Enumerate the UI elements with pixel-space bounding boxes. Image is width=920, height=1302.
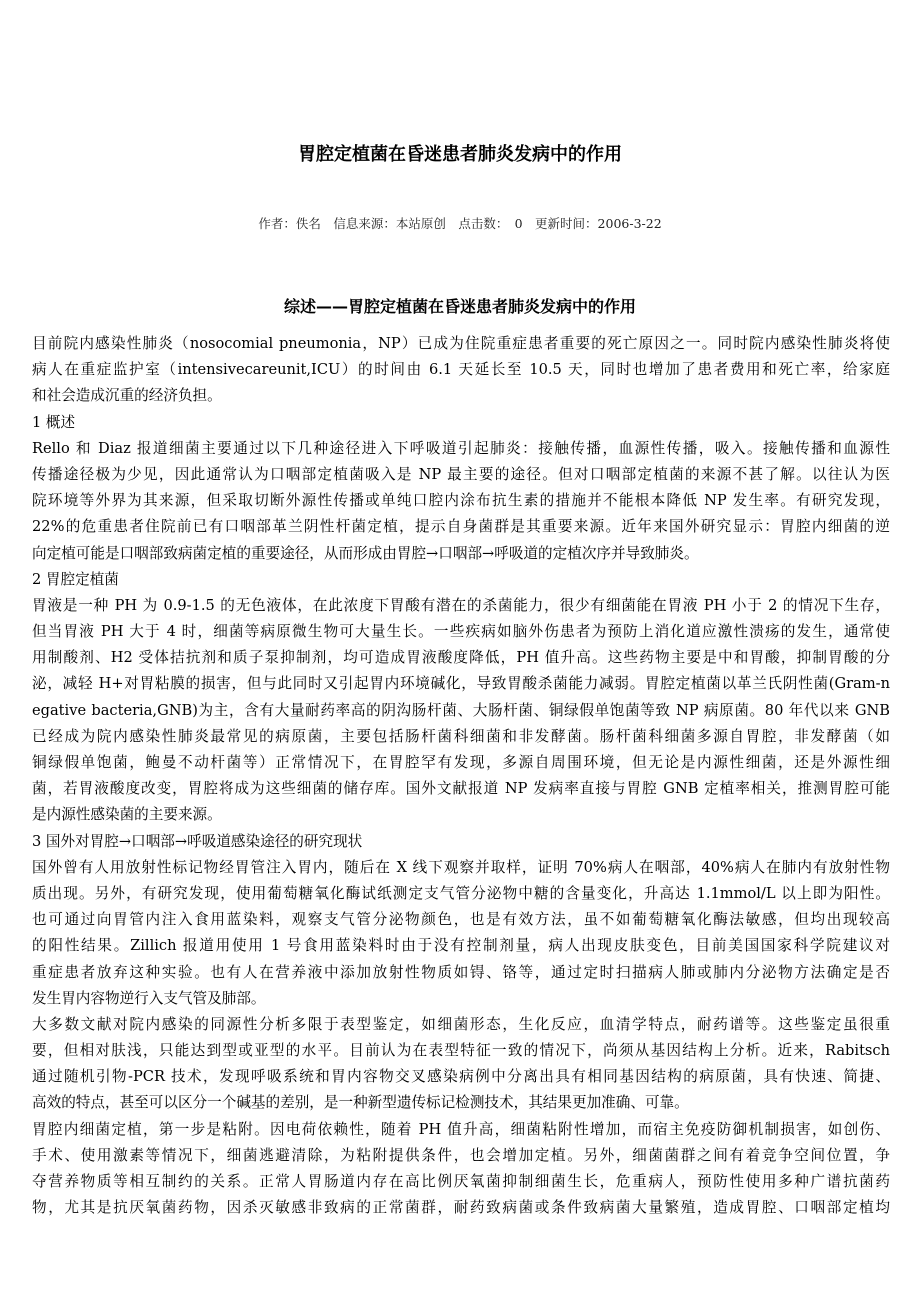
paragraph — [32, 829, 890, 855]
text-line: 发生胃内容物逆行入支气管及肺部。 — [32, 989, 266, 1007]
text-line: 是内源性感染菌的主要来源。 — [32, 806, 222, 824]
text-line: egative bacteria,GNB)为主，含有大量耐药率高的阴沟肠杆菌、大肠杆菌、铜绿假单饱菌等致 NP 病原菌。80 年代以来 GNB — [32, 701, 890, 719]
text-line: 3 国外对胃腔→口咽部→呼吸道感染途径的研究现状 — [32, 832, 363, 850]
text-line: 要，但相对肤浅，只能达到型或亚型的水平。目前认为在表型特征一致的情况下，尚须从基因结构上分析。近来，Rabitsch — [32, 1042, 890, 1060]
paragraph — [32, 855, 890, 1012]
paragraph — [32, 410, 890, 436]
text-line: 泌，减轻 H+对胃粘膜的损害，但与此同时又引起胃内环境碱化，导致胃酸杀菌能力减弱。胃腔定植菌以革兰氏阴性菌(Gram-n — [32, 675, 890, 693]
text-line: 病人在重症监护室（intensivecareunit,ICU）的时间由 6.1 天延长至 10.5 天，同时也增加了患者费用和死亡率，给家庭 — [32, 361, 890, 379]
paragraph — [32, 331, 890, 410]
text-line: 向定植可能是口咽部致病菌定植的重要途径，从而形成由胃腔→口咽部→呼吸道的定植次序并导致肺炎。 — [32, 544, 699, 562]
paragraph — [32, 567, 890, 593]
text-line: 22%的危重患者住院前已有口咽部革兰阴性杆菌定植，提示自身菌群是其重要来源。近年来国外研究显示：胃腔内细菌的逆 — [32, 518, 890, 536]
text-line: 国外曾有人用放射性标记物经胃管注入胃内，随后在 X 线下观察并取样，证明 70%病人在咽部，40%病人在肺内有放射性物 — [32, 858, 890, 876]
text-line: 菌，若胃液酸度改变，胃腔将成为这些细菌的储存库。国外文献报道 NP 发病率直接与胃腔 GNB 定植率相关，推测胃腔可能 — [32, 780, 890, 798]
paragraph — [32, 436, 890, 567]
text-line: 胃液是一种 PH 为 0.9-1.5 的无色液体，在此浓度下胃酸有潜在的杀菌能力，很少有细菌能在胃液 PH 小于 2 的情况下生存， — [32, 596, 890, 614]
text-line: 目前院内感染性肺炎（nosocomial pneumonia，NP）已成为住院重症患者重要的死亡原因之一。同时院内感染性肺炎将使 — [32, 335, 890, 352]
text-line: 2 胃腔定植菌 — [32, 570, 119, 588]
text-line: 通过随机引物-PCR 技术，发现呼吸系统和胃内容物交叉感染病例中分离出具有相同基因结构的病原菌，具有快速、简捷、 — [32, 1068, 890, 1086]
text-line: 传播途径极为少见，因此通常认为口咽部定植菌吸入是 NP 最主要的途径。但对口咽部定植菌的来源不甚了解。以往认为医 — [32, 465, 890, 483]
article-meta: 作者：佚名 信息来源：本站原创 点击数： 0 更新时间：2006-3-22 — [258, 216, 662, 231]
paragraph — [32, 1012, 890, 1117]
text-line: 物，尤其是抗厌氧菌药物，因杀灭敏感非致病的正常菌群，耐药致病菌或条件致病菌大量繁殖，造成胃腔、口咽部定植均 — [32, 1199, 890, 1217]
text-line: 铜绿假单饱菌，鲍曼不动杆菌等）正常情况下，在胃腔罕有发现，多源自周围环境，但无论是内源性细菌，还是外源性细 — [32, 754, 890, 771]
text-line: 1 概述 — [32, 413, 76, 431]
article-subtitle: 综述——胃腔定植菌在昏迷患者肺炎发病中的作用 — [283, 297, 636, 317]
text-line: 院环境等外界为其来源，但采取切断外源性传播或单纯口腔内涂布抗生素的措施并不能根本降低 NP 发生率。有研究发现， — [32, 492, 890, 510]
text-line: 夺营养物质等相互制约的关系。正常人胃肠道内存在高比例厌氧菌抑制细菌生长，危重病人，预防性使用多种广谱抗菌药 — [32, 1173, 890, 1190]
text-line: Rello 和 Diaz 报道细菌主要通过以下几种途径进入下呼吸道引起肺炎：接触传播，血源性传播，吸入。接触传播和血源性 — [32, 439, 890, 457]
text-line: 重症患者放弃这种实验。也有人在营养液中添加放射性物质如锝、铬等，通过定时扫描病人肺或肺内分泌物方法确定是否 — [32, 963, 890, 981]
text-line: 高效的特点，甚至可以区分一个碱基的差别，是一种新型遗传标记检测技术，其结果更加准确、可靠。 — [32, 1094, 689, 1112]
text-line: 和社会造成沉重的经济负担。 — [32, 387, 222, 405]
text-line: 质出现。另外，有研究发现，使用葡萄糖氧化酶试纸测定支气管分泌物中糖的含量变化，升高达 1.1mmol/L 以上即为阳性。 — [32, 884, 890, 902]
text-line: 但当胃液 PH 大于 4 时，细菌等病原微生物可大量生长。一些疾病如脑外伤患者为预防上消化道应激性溃疡的发生，通常使 — [32, 623, 890, 641]
text-line: 已经成为院内感染性肺炎最常见的病原菌，主要包括肠杆菌科细菌和非发酵菌。肠杆菌科细菌多源自胃腔，非发酵菌（如 — [32, 727, 890, 745]
text-line: 大多数文献对院内感染的同源性分析多限于表型鉴定，如细菌形态，生化反应，血清学特点，耐药谱等。这些鉴定虽很重 — [32, 1015, 890, 1033]
text-line: 用制酸剂、H2 受体拮抗剂和质子泵抑制剂，均可造成胃液酸度降低，PH 值升高。这些药物主要是中和胃酸，抑制胃酸的分 — [32, 649, 890, 667]
text-line: 的阳性结果。Zillich 报道用使用 1 号食用蓝染料时由于没有控制剂量，病人出现皮肤变色，目前美国国家科学院建议对 — [32, 937, 890, 955]
article-body — [32, 331, 890, 1221]
paragraph — [32, 1117, 890, 1222]
text-line: 手术、使用激素等情况下，细菌逃避清除，为粘附提供条件，也会增加定植。另外，细菌菌群之间有着竞争空间位置，争 — [32, 1146, 890, 1164]
article-title: 胃腔定植菌在昏迷患者肺炎发病中的作用 — [298, 144, 622, 166]
text-line: 胃腔内细菌定植，第一步是粘附。因电荷依赖性，随着 PH 值升高，细菌粘附性增加，而宿主免疫防御机制损害，如创伤、 — [32, 1120, 890, 1138]
text-line: 也可通过向胃管内注入食用蓝染料，观察支气管分泌物颜色，也是有效方法，虽不如葡萄糖氧化酶法敏感，但均出现较高 — [32, 911, 890, 929]
paragraph — [32, 593, 890, 829]
